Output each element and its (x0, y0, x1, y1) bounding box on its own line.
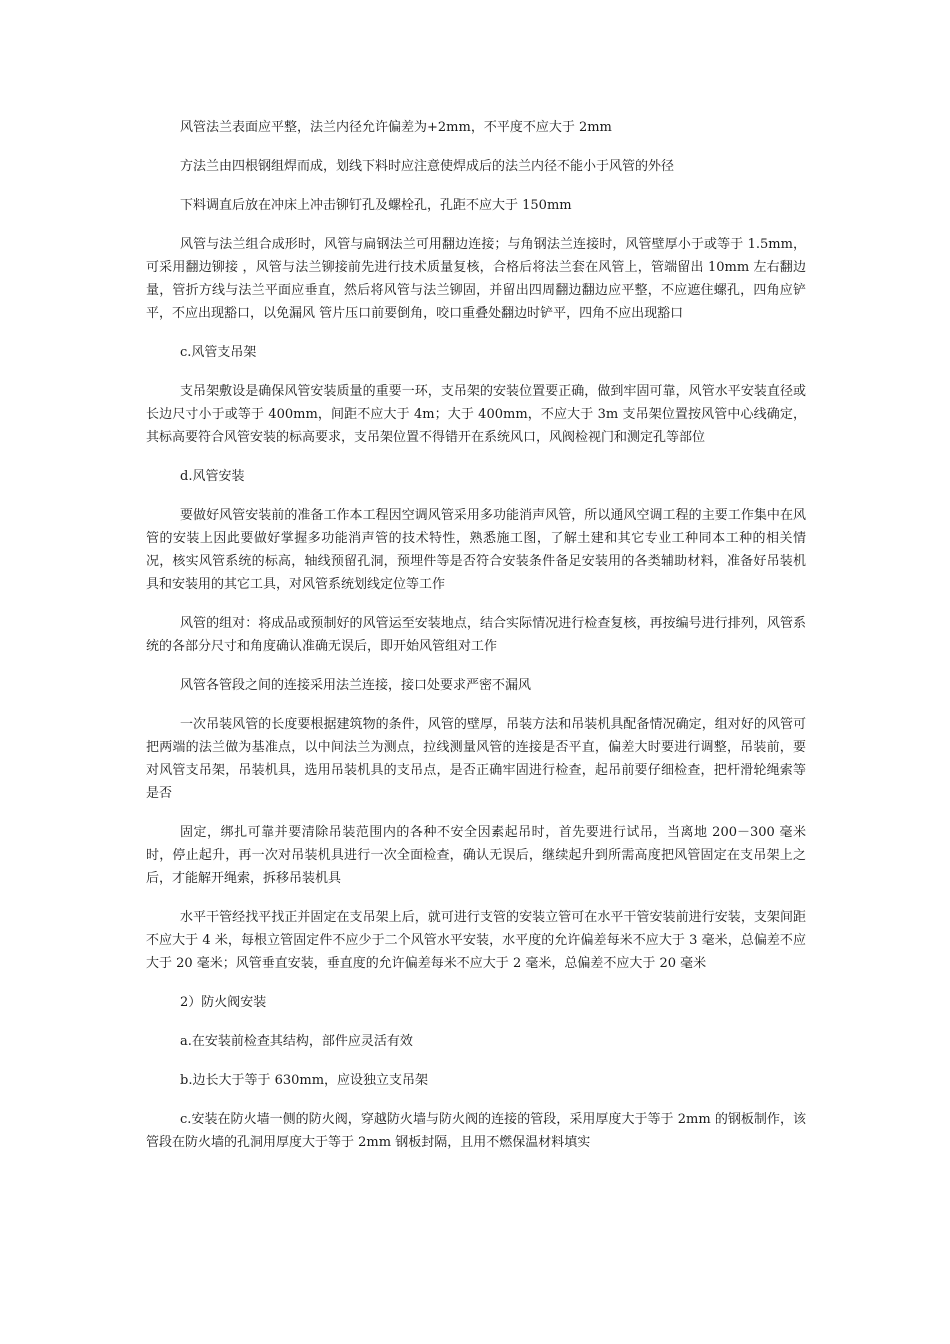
paragraph-duct-pairing: 风管的组对：将成品或预制好的风管运至安装地点，结合实际情况进行检查复核，再按编号进行排列，风管系统的各部分尺寸和角度确认准确无误后，即开始风管组对工作 (146, 616, 806, 654)
paragraph-square-flange: 方法兰由四根钢组焊而成，划线下料时应注意使焊成后的法兰内径不能小于风管的外径 (180, 159, 675, 174)
paragraph-fire-damper-b: b.边长大于等于 630mm，应设独立支吊架 (180, 1073, 429, 1088)
paragraph-hoisting-length: 一次吊装风管的长度要根据建筑物的条件，风管的壁厚，吊装方法和吊装机具配备情况确定，组对好的风管可把两端的法兰做为基准点，以中间法兰为测点，拉线测量风管的连接是否平直，偏差大时要进行调整，吊装前，要对风管支吊架，吊装机具，选用吊装机具的支吊点，是否正确牢固进行检查，起吊前要仔细检查，把杆滑轮绳索等是否 (146, 717, 806, 801)
heading-duct-installation: d.风管安装 (180, 469, 245, 484)
paragraph-preparation: 要做好风管安装前的准备工作本工程因空调风管采用多功能消声风管，所以通风空调工程的主要工作集中在风管的安装上因此要做好掌握多功能消声管的技术特性，熟悉施工图，了解土建和其它专业工种同本工种的相关情况，核实风管系统的标高，轴线预留孔洞，预埋件等是否符合安装条件备足安装用的各类辅助材料，准备好吊装机具和安装用的其它工具，对风管系统划线定位等工作 (146, 508, 806, 592)
heading-fire-damper: 2）防火阀安装 (180, 995, 267, 1010)
paragraph-flange-connection: 风管各管段之间的连接采用法兰连接，接口处要求严密不漏风 (180, 678, 532, 693)
document-body (146, 116, 806, 1170)
paragraph-fire-damper-a: a.在安装前检查其结构，部件应灵活有效 (180, 1034, 413, 1049)
paragraph-hoisting-procedure: 固定，绑扎可靠并要清除吊装范围内的各种不安全因素起吊时，首先要进行试吊，当离地 200－300 毫米时，停止起升，再一次对吊装机具进行一次全面检查，确认无误后，继续起升到所需高度把风管固定在支吊架上之后，才能解开绳索，拆移吊装机具 (146, 825, 806, 886)
paragraph-supports: 支吊架敷设是确保风管安装质量的重要一环，支吊架的安装位置要正确，做到牢固可靠，风管水平安装直径或长边尺寸小于或等于 400mm，间距不应大于 4m；大于 400mm，不应大于 3m 支吊架位置按风管中心线确定，其标高要符合风管安装的标高要求，支吊架位置不得错开在系统风口，风阀检视门和测定孔等部位 (146, 384, 806, 445)
paragraph-punching: 下料调直后放在冲床上冲击铆钉孔及螺栓孔，孔距不应大于 150mm (180, 198, 572, 213)
heading-duct-supports: c.风管支吊架 (180, 345, 257, 360)
paragraph-tolerances: 水平干管经找平找正并固定在支吊架上后，就可进行支管的安装立管可在水平干管安装前进行安装，支架间距不应大于 4 米，每根立管固定件不应少于二个风管水平安装，水平度的允许偏差每米不应大于 3 毫米，总偏差不应大于 20 毫米；风管垂直安装，垂直度的允许偏差每米不应大于 2 毫米，总偏差不应大于 20 毫米 (146, 910, 806, 971)
paragraph-fire-damper-c: c.安装在防火墙一侧的防火阀，穿越防火墙与防火阀的连接的管段，采用厚度大于等于 2mm 的钢板制作，该管段在防火墙的孔洞用厚度大于等于 2mm 钢板封隔，且用不燃保温材料填实 (146, 1112, 806, 1150)
paragraph-flange-flatness: 风管法兰表面应平整，法兰内径允许偏差为+2mm，不平度不应大于 2mm (180, 120, 612, 135)
paragraph-flange-assembly: 风管与法兰组合成形时，风管与扁钢法兰可用翻边连接；与角钢法兰连接时，风管壁厚小于或等于 1.5mm，可采用翻边铆接 ，风管与法兰铆接前先进行技术质量复核，合格后将法兰套在风管上，管端留出 10mm 左右翻边量，管折方线与法兰平面应垂直，然后将风管与法兰铆固，并留出四周翻边翻边应平整，不应遮住螺孔，四角应铲平，不应出现豁口，以免漏风 管片压口前要倒角，咬口重叠处翻边时铲平，四角不应出现豁口 (146, 237, 806, 321)
